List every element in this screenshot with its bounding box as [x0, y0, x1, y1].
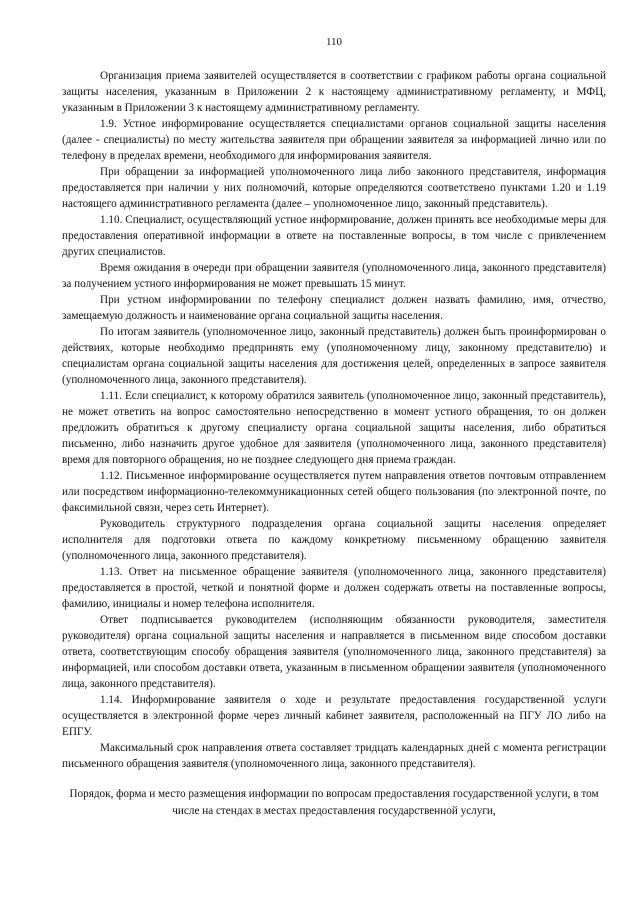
section-spacer: [62, 772, 606, 786]
paragraph-authorized-person: При обращении за информацией уполномоченного лица либо законного представителя, информация предоставляется при наличии у них полномочий, которые определяются соответствено пунктами 1.20 и 1.19 настоящего административного регламента (далее – уполномоченное лицо, законный представитель).: [62, 166, 606, 210]
paragraph-1-12-written-informing: 1.12. Письменное информирование осуществляется путем направления ответов почтовым отправлением или посредством информационно-телекоммуникационных сетей общего пользования (по электронной почте, по факсимильной связи, через сеть Интернет).: [62, 470, 606, 514]
document-body: [62, 68, 606, 772]
paragraph-1-11-redirect: 1.11. Если специалист, к которому обратился заявитель (уполномоченное лицо, законный представитель), не может ответить на вопрос самостоятельно непосредственно в момент устного обращения, то он должен предложить обратиться к другому специалисту органа социальной защиты населения, либо обратиться письменно, либо назначить другое удобное для заявителя (уполномоченного лица, законного представителя) время для повторного обращения, но не позднее следующего дня приема граждан.: [62, 390, 606, 466]
paragraph-max-reply-term: Максимальный срок направления ответа составляет тридцать календарных дней с момента регистрации письменного обращения заявителя (уполномоченного лица, законного представителя).: [62, 742, 606, 770]
paragraph-executor-assignment: Руководитель структурного подразделения органа социальной защиты населения определяет исполнителя для подготовки ответа по каждому конкретному письменному обращению заявителя (уполномоченного лица, законного представителя).: [62, 518, 606, 562]
section-heading: Порядок, форма и место размещения информации по вопросам предоставления государственной услуги, в том числе на стендах в местах предоставления государственной услуги,: [69, 788, 599, 817]
paragraph-1-9-oral-informing: 1.9. Устное информирование осуществляется специалистами органов социальной защиты населения (далее - специалисты) по месту жительства заявителя при обращении заявителя за информацией лично или по телефону в пределах времени, необходимого для информирования заявителя.: [62, 118, 606, 162]
paragraph-1-13-written-reply: 1.13. Ответ на письменное обращение заявителя (уполномоченного лица, законного представителя) предоставляется в простой, четкой и понятной форме и должен содержать ответы на поставленные вопросы, фамилию, инициалы и номер телефона исполнителя.: [62, 566, 606, 610]
paragraph-results: По итогам заявитель (уполномоченное лицо, законный представитель) должен быть проинформирован о действиях, которые необходимо предпринять ему (уполномоченному лицу, законному представителю) и специалистам органа социальной защиты населения для достижения целей, определенных в запросе заявителя (уполномоченного лица, законного представителя).: [62, 326, 606, 386]
paragraph-1-14-electronic-status: 1.14. Информирование заявителя о ходе и результате предоставления государственной услуги осуществляется в электронной форме через личный кабинет заявителя, расположенный на ПГУ ЛО либо на ЕПГУ.: [62, 694, 606, 738]
paragraph-waiting-time: Время ожидания в очереди при обращении заявителя (уполномоченного лица, законного представителя) за получением устного информирования не может превышать 15 минут.: [62, 262, 606, 290]
paragraph-1-10-specialist: 1.10. Специалист, осуществляющий устное информирование, должен принять все необходимые меры для предоставления оперативной информации в ответе на поставленные вопросы, в том числе с привлечением других специалистов.: [62, 214, 606, 258]
paragraph-phone-informing: При устном информировании по телефону специалист должен назвать фамилию, имя, отчество, замещаемую должность и наименование органа социальной защиты населения.: [62, 294, 606, 322]
paragraph-reply-signing: Ответ подписывается руководителем (исполняющим обязанности руководителя, заместителя руководителя) органа социальной защиты населения и направляется в письменном виде способом доставки ответа, соответствующим способу обращения заявителя (уполномоченного лица, законного представителя) за информацией, или способом доставки ответа, указанным в письменном обращении заявителя (уполномоченного лица, законного представителя).: [62, 614, 606, 690]
paragraph-reception-schedule: Организация приема заявителей осуществляется в соответствии с графиком работы органа социальной защиты населения, указанным в Приложении 2 к настоящему административному регламенту, и МФЦ, указанным в Приложении 3 к настоящему административному регламенту.: [62, 70, 606, 114]
page-number: 110: [325, 36, 343, 48]
